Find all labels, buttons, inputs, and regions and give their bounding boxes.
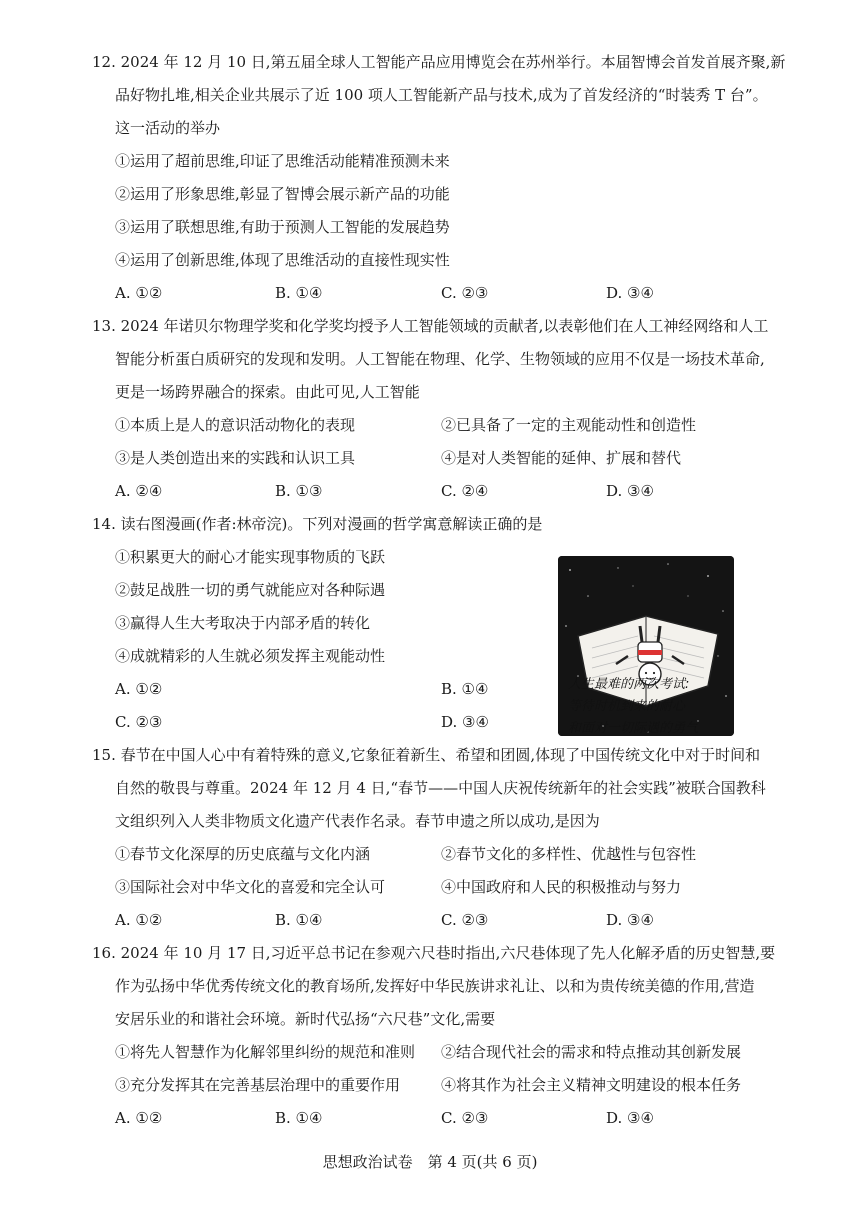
choice-a: A. ①② xyxy=(115,911,163,929)
question-stem-line: 智能分析蛋白质研究的发现和发明。人工智能在物理、化学、生物领域的应用不仅是一场技术革命, xyxy=(115,350,765,368)
question-stem-line: 16. 2024 年 10 月 17 日,习近平总书记在参观六尺巷时指出,六尺巷体现了先人化解矛盾的历史智慧,要 xyxy=(92,944,776,962)
question-stem-line: 自然的敬畏与尊重。2024 年 12 月 4 日,“春节——中国人庆祝传统新年的社会实践”被联合国教科 xyxy=(115,779,766,797)
question-stem-line: 这一活动的举办 xyxy=(115,119,221,137)
choice-a: A. ②④ xyxy=(115,482,163,500)
choice-b: B. ①④ xyxy=(275,1109,323,1127)
question-stem-line: 作为弘扬中华优秀传统文化的教育场所,发挥好中华民族讲求礼让、以和为贵传统美德的作用,营造 xyxy=(115,977,755,995)
choice-b: B. ①④ xyxy=(441,680,489,698)
question-stem-line: 安居乐业的和谐社会环境。新时代弘扬“六尺巷”文化,需要 xyxy=(115,1010,496,1028)
choice-b: B. ①③ xyxy=(275,482,323,500)
statement-item: ④成就精彩的人生就必须发挥主观能动性 xyxy=(115,647,386,665)
statement-item: ②结合现代社会的需求和特点推动其创新发展 xyxy=(441,1043,742,1061)
statement-item: ③运用了联想思维,有助于预测人工智能的发展趋势 xyxy=(115,218,450,236)
question-stem-line: 品好物扎堆,相关企业共展示了近 100 项人工智能新产品与技术,成为了首发经济的“时装秀 T 台”。 xyxy=(115,86,768,104)
choice-c: C. ②③ xyxy=(441,284,489,302)
choice-d: D. ③④ xyxy=(606,911,654,929)
page-footer: 思想政治试卷 第 4 页(共 6 页) xyxy=(322,1153,538,1171)
statement-item: ③赢得人生大考取决于内部矛盾的转化 xyxy=(115,614,371,632)
choice-b: B. ①④ xyxy=(275,284,323,302)
choice-b: B. ①④ xyxy=(275,911,323,929)
cartoon-caption-line: 和面对一切际遇的勇气 xyxy=(568,721,699,736)
statement-item: ①将先人智慧作为化解邻里纠纷的规范和准则 xyxy=(115,1043,416,1061)
statement-item: ③国际社会对中华文化的喜爱和完全认可 xyxy=(115,878,386,896)
cartoon-caption-line: 人生最难的两次考试: xyxy=(568,677,690,692)
choice-c: C. ②③ xyxy=(441,911,489,929)
choice-c: C. ②③ xyxy=(115,713,163,731)
choice-d: D. ③④ xyxy=(606,482,654,500)
choice-c: C. ②③ xyxy=(441,1109,489,1127)
statement-item: ④将其作为社会主义精神文明建设的根本任务 xyxy=(441,1076,742,1094)
statement-item: ④是对人类智能的延伸、扩展和替代 xyxy=(441,449,682,467)
choice-d: D. ③④ xyxy=(606,1109,654,1127)
question-stem-line: 13. 2024 年诺贝尔物理学奖和化学奖均授予人工智能领域的贡献者,以表彰他们在人工神经网络和人工 xyxy=(92,317,769,335)
statement-item: ②鼓足战胜一切的勇气就能应对各种际遇 xyxy=(115,581,386,599)
statement-item: ①积累更大的耐心才能实现事物质的飞跃 xyxy=(115,548,386,566)
statement-item: ④中国政府和人民的积极推动与努力 xyxy=(441,878,682,896)
statement-item: ③是人类创造出来的实践和认识工具 xyxy=(115,449,356,467)
question-stem-line: 15. 春节在中国人心中有着特殊的意义,它象征着新生、希望和团圆,体现了中国传统文化中对于时间和 xyxy=(92,746,761,764)
question-stem-line: 文组织列入人类非物质文化遗产代表作名录。春节申遗之所以成功,是因为 xyxy=(115,812,600,830)
statement-item: ②运用了形象思维,彰显了智博会展示新产品的功能 xyxy=(115,185,450,203)
statement-item: ①春节文化深厚的历史底蕴与文化内涵 xyxy=(115,845,371,863)
cartoon-caption-line: 等待时机到来的耐心 xyxy=(568,699,686,714)
statement-item: ③充分发挥其在完善基层治理中的重要作用 xyxy=(115,1076,401,1094)
question-stem-line: 14. 读右图漫画(作者:林帝浣)。下列对漫画的哲学寓意解读正确的是 xyxy=(92,515,543,533)
question-stem-line: 更是一场跨界融合的探索。由此可见,人工智能 xyxy=(115,383,420,401)
choice-a: A. ①② xyxy=(115,680,163,698)
statement-item: ②已具备了一定的主观能动性和创造性 xyxy=(441,416,697,434)
choice-c: C. ②④ xyxy=(441,482,489,500)
statement-item: ①本质上是人的意识活动物化的表现 xyxy=(115,416,356,434)
statement-item: ②春节文化的多样性、优越性与包容性 xyxy=(441,845,697,863)
choice-d: D. ③④ xyxy=(441,713,489,731)
choice-a: A. ①② xyxy=(115,284,163,302)
statement-item: ①运用了超前思维,印证了思维活动能精准预测未来 xyxy=(115,152,450,170)
choice-a: A. ①② xyxy=(115,1109,163,1127)
choice-d: D. ③④ xyxy=(606,284,654,302)
statement-item: ④运用了创新思维,体现了思维活动的直接性现实性 xyxy=(115,251,450,269)
question-stem-line: 12. 2024 年 12 月 10 日,第五届全球人工智能产品应用博览会在苏州举行。本届智博会首发首展齐聚,新 xyxy=(92,53,786,71)
